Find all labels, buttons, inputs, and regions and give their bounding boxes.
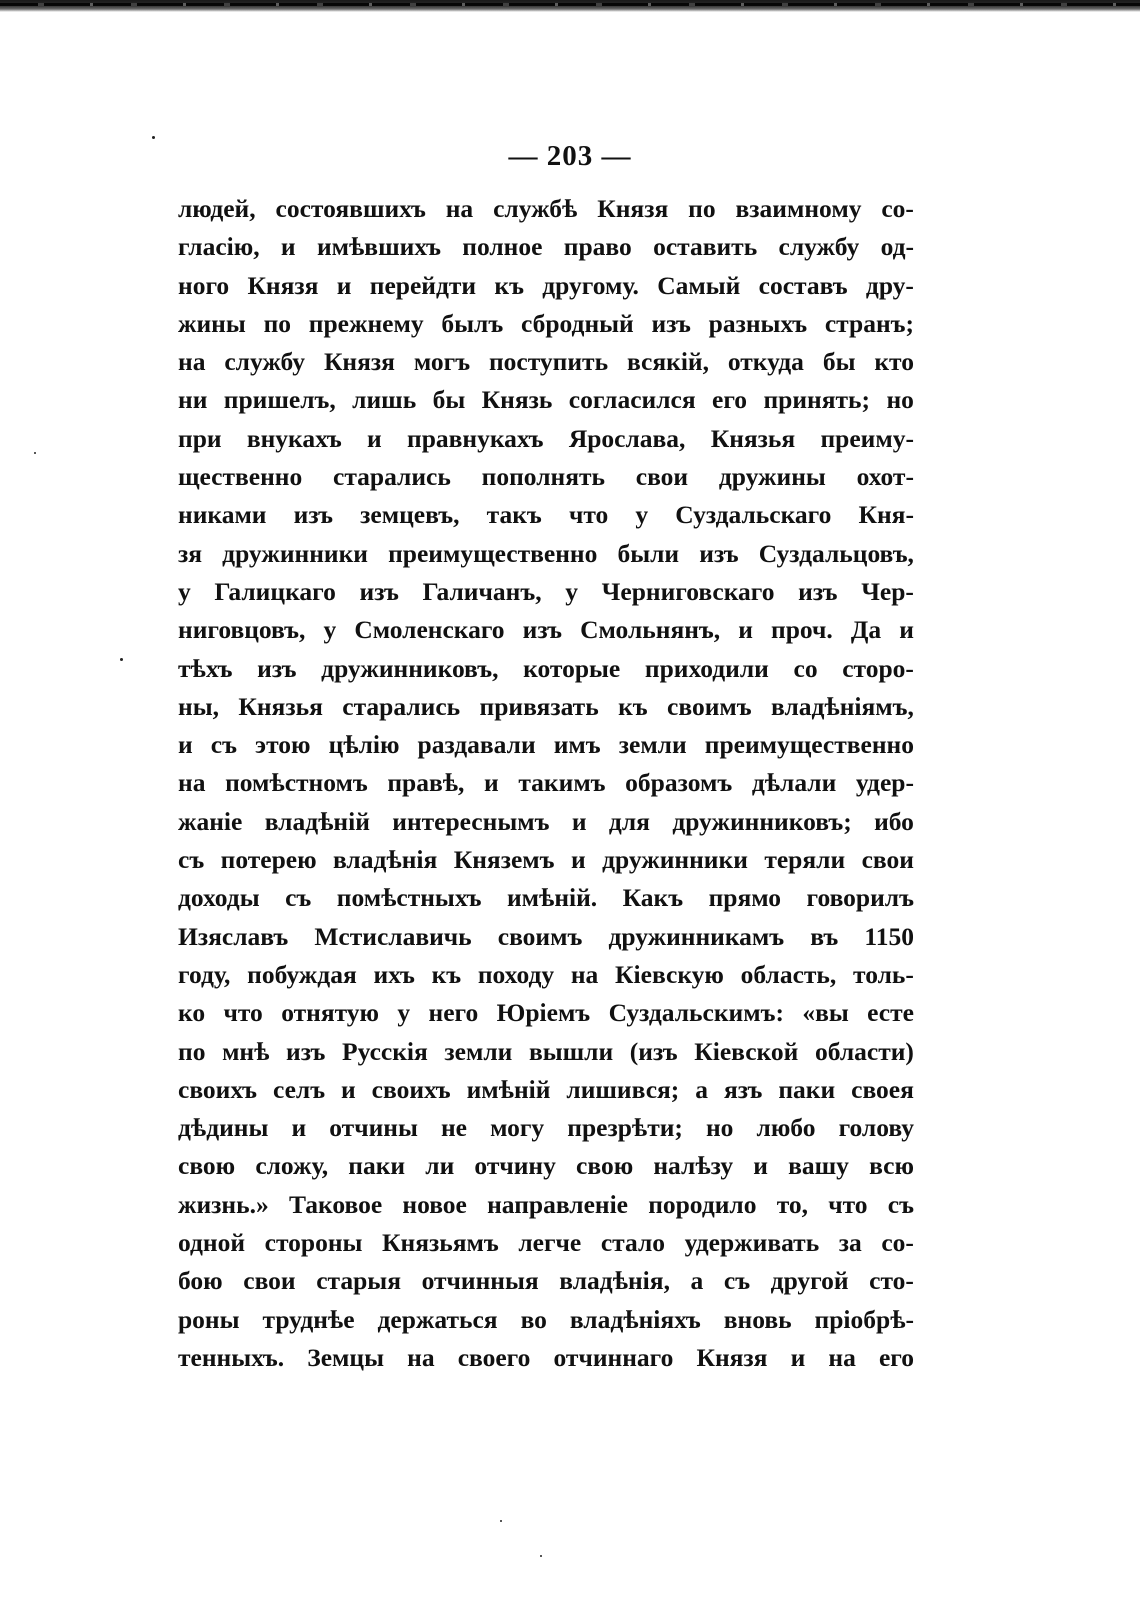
word: службу: [778, 232, 860, 262]
word: году,: [178, 959, 231, 989]
word: пополнять: [481, 462, 605, 492]
text-line: [178, 267, 914, 305]
word: тѣхъ: [178, 653, 233, 683]
text-line: [178, 535, 914, 573]
word: что: [568, 500, 609, 530]
word: не: [440, 1113, 467, 1143]
word: отчинныя: [421, 1266, 539, 1296]
word: къ: [494, 270, 524, 300]
word: стороны: [264, 1228, 363, 1258]
word: ни: [178, 385, 208, 415]
text-line: [178, 841, 914, 879]
word: и: [336, 270, 352, 300]
word: своимъ: [497, 921, 583, 951]
word: Кіевскую: [615, 959, 724, 989]
word: породило: [648, 1189, 757, 1219]
word: правнукахъ: [407, 423, 544, 453]
word: паки: [778, 1074, 836, 1104]
word: всякій,: [626, 347, 709, 377]
word: ны,: [178, 691, 219, 721]
word: у: [178, 576, 191, 606]
word: а: [690, 1266, 704, 1296]
word: старались: [333, 462, 451, 492]
word: земли: [618, 730, 687, 760]
word: ко: [178, 998, 206, 1028]
word: Смоленскаго: [354, 615, 505, 645]
text-line: [178, 573, 914, 611]
word: дружинниковъ,: [321, 653, 499, 683]
word: легче: [518, 1228, 582, 1258]
word: владѣніяхъ: [569, 1304, 701, 1334]
word: преиму-: [820, 423, 914, 453]
word: дружинникамъ: [608, 921, 785, 951]
word: привязать: [479, 691, 599, 721]
word: ихъ: [373, 959, 415, 989]
text-line: [178, 650, 914, 688]
text-line: [178, 994, 914, 1032]
text-line: [178, 1109, 914, 1147]
word: дружинники: [602, 845, 748, 875]
word: жины: [178, 308, 246, 338]
page-number: — 203 —: [508, 140, 632, 172]
word: Галичанъ,: [422, 576, 542, 606]
word: прежнему: [308, 308, 424, 338]
word: старыя: [316, 1266, 401, 1296]
word: налѣзу: [653, 1151, 734, 1181]
word: Суздальцовъ,: [758, 538, 914, 568]
word: новое: [402, 1189, 467, 1219]
word: и: [899, 615, 914, 645]
word: преимущественно: [388, 538, 598, 568]
word: имъ: [553, 730, 601, 760]
word: своихъ: [371, 1074, 451, 1104]
word: на: [178, 768, 206, 798]
word: изъ: [293, 500, 334, 530]
word: любо: [756, 1113, 816, 1143]
word: отчины: [329, 1113, 418, 1143]
word: дѣдины: [178, 1113, 269, 1143]
word: Ярослава,: [568, 423, 686, 453]
word: Князь: [481, 385, 553, 415]
word: у: [397, 998, 411, 1028]
text-line: [178, 458, 914, 496]
word: вашу: [788, 1151, 849, 1181]
word: удер-: [855, 768, 914, 798]
word: дѣлали: [751, 768, 837, 798]
word: другому.: [542, 270, 639, 300]
text-line: [178, 228, 914, 266]
word: ниговцовъ,: [178, 615, 306, 645]
word: никами: [178, 500, 267, 530]
word: Таковое: [288, 1189, 383, 1219]
word: при: [178, 423, 222, 453]
word: паки: [348, 1151, 406, 1181]
word: пришелъ,: [223, 385, 336, 415]
text-line: [178, 1224, 914, 1262]
word: свою: [576, 1151, 634, 1181]
word: къ: [618, 691, 648, 721]
word: и: [738, 615, 753, 645]
word: дружинниковъ;: [672, 806, 852, 836]
scan-speck: [540, 1555, 542, 1557]
text-line: [178, 305, 914, 343]
scan-speck: [34, 452, 36, 454]
word: и: [367, 423, 382, 453]
word: вновь: [723, 1304, 792, 1334]
text-line: [178, 726, 914, 764]
word: сто-: [869, 1266, 914, 1296]
word: пріобрѣ-: [814, 1304, 914, 1334]
word: изъ: [359, 576, 399, 606]
word: этою: [255, 730, 311, 760]
word: согласился: [568, 385, 696, 415]
word: держаться: [377, 1304, 498, 1334]
word: него: [428, 998, 479, 1028]
word: Суздальскаго: [675, 500, 832, 530]
word: Князя: [597, 194, 669, 223]
word: что: [828, 1189, 868, 1219]
word: могъ: [413, 347, 471, 377]
text-line: [178, 381, 914, 419]
word: роны: [178, 1304, 240, 1334]
word: преимущественно: [704, 730, 914, 760]
word: удерживать: [684, 1228, 820, 1258]
word: дружинники: [222, 538, 368, 568]
word: Да: [850, 615, 882, 645]
word: охот-: [856, 462, 914, 492]
word: Княземъ: [453, 845, 555, 875]
word: службѣ: [493, 194, 578, 223]
word: цѣлію: [328, 730, 400, 760]
word: ного: [178, 270, 230, 300]
word: (изъ: [629, 1036, 678, 1066]
word: съ: [887, 1189, 914, 1219]
word: и: [790, 1342, 806, 1372]
text-line: [178, 611, 914, 649]
text-line: [178, 420, 914, 458]
word: и: [484, 768, 499, 798]
word: съ: [178, 845, 205, 875]
word: презрѣти;: [567, 1113, 683, 1143]
word: владѣнія: [333, 845, 438, 875]
word: зя: [178, 538, 203, 568]
word: направленіе: [487, 1189, 628, 1219]
word: интереснымъ: [392, 806, 550, 836]
word: вышли: [528, 1036, 614, 1066]
word: со: [793, 653, 818, 683]
scan-speck: [500, 1520, 502, 1522]
word: изъ: [651, 308, 691, 338]
word: перейдти: [369, 270, 477, 300]
word: на: [570, 959, 599, 989]
word: Смольнянъ,: [580, 615, 721, 645]
word: теряли: [764, 845, 846, 875]
text-line: [178, 1262, 914, 1300]
scan-speck: [120, 658, 123, 661]
word: од-: [880, 232, 914, 262]
word: но: [705, 1113, 734, 1143]
word: свои: [635, 462, 689, 492]
word: владѣнія,: [559, 1266, 670, 1296]
word: въ: [810, 921, 839, 951]
word: и: [341, 1074, 356, 1104]
word: земцевъ,: [360, 500, 460, 530]
word: полное: [462, 232, 543, 262]
word: имѣвшихъ: [316, 232, 441, 262]
word: могу: [490, 1113, 545, 1143]
word: у: [323, 615, 337, 645]
text-line: [178, 956, 914, 994]
word: владѣніямъ,: [771, 691, 914, 721]
word: оставить: [653, 232, 758, 262]
word: стало: [600, 1228, 666, 1258]
word: Князьямъ: [382, 1228, 499, 1258]
word: язъ: [723, 1074, 763, 1104]
word: со-: [881, 1228, 914, 1258]
word: принять;: [763, 385, 871, 415]
word: и: [291, 1113, 307, 1143]
word: помѣстномъ: [225, 768, 368, 798]
word: что: [223, 998, 263, 1028]
word: ли: [425, 1151, 455, 1181]
word: Изяславъ: [178, 921, 289, 951]
word: странъ;: [824, 308, 914, 338]
word: доходы: [178, 883, 260, 913]
word: Земцы: [307, 1342, 385, 1372]
word: бы: [822, 347, 856, 377]
word: по: [178, 1036, 206, 1066]
word: во: [520, 1304, 547, 1334]
word: изъ: [699, 538, 739, 568]
word: и: [178, 730, 193, 760]
word: за: [838, 1228, 862, 1258]
word: Суздальскимъ:: [608, 998, 784, 1028]
word: службу: [224, 347, 306, 377]
word: отчину: [474, 1151, 556, 1181]
word: труднѣе: [262, 1304, 355, 1334]
word: «вы: [802, 998, 849, 1028]
text-line: [178, 879, 914, 917]
text-line: [178, 1033, 914, 1071]
word: Черниговскаго: [601, 576, 775, 606]
word: бою: [178, 1266, 223, 1296]
word: сторо-: [842, 653, 914, 683]
word: у: [565, 576, 578, 606]
scan-top-streak: [0, 3, 1140, 6]
word: ибо: [874, 806, 914, 836]
word: гласію,: [178, 232, 260, 262]
scan-top-edge: [0, 0, 1140, 12]
body-text: [178, 190, 914, 1377]
word: и: [280, 232, 296, 262]
word: внукахъ: [246, 423, 342, 453]
word: его: [712, 385, 748, 415]
word: лишь: [352, 385, 417, 415]
word: на: [445, 194, 474, 223]
word: по: [263, 308, 292, 338]
word: были: [617, 538, 680, 568]
word: Чер-: [861, 576, 914, 606]
word: на: [407, 1342, 435, 1372]
text-line: [178, 1339, 914, 1377]
word: лишився;: [566, 1074, 680, 1104]
word: прямо: [708, 883, 782, 913]
word: земли: [444, 1036, 513, 1066]
word: своея: [851, 1074, 914, 1104]
word: у: [635, 500, 649, 530]
word: поступить: [488, 347, 609, 377]
word: людей,: [178, 194, 256, 223]
word: потерею: [220, 845, 317, 875]
word: 1150: [864, 921, 914, 951]
text-line: [178, 803, 914, 841]
word: раздавали: [417, 730, 536, 760]
text-line: [178, 1301, 914, 1339]
word: образомъ: [625, 768, 733, 798]
word: Какъ: [622, 883, 684, 913]
word: Князя: [247, 270, 319, 300]
word: Юріемъ: [496, 998, 591, 1028]
word: изъ: [257, 653, 297, 683]
word: для: [608, 806, 650, 836]
word: на: [178, 347, 206, 377]
word: приходили: [644, 653, 769, 683]
word: говорилъ: [806, 883, 914, 913]
word: Кіевской: [694, 1036, 799, 1066]
text-line: [178, 688, 914, 726]
word: сбродный: [520, 308, 634, 338]
word: Князья: [710, 423, 796, 453]
word: помѣстныхъ: [336, 883, 482, 913]
text-line: [178, 190, 914, 228]
word: такъ: [486, 500, 542, 530]
word: изъ: [522, 615, 563, 645]
word: на: [828, 1342, 856, 1372]
word: и: [570, 845, 586, 875]
text-line: [178, 343, 914, 381]
word: дружины: [718, 462, 826, 492]
word: разныхъ: [708, 308, 808, 338]
word: его: [878, 1342, 914, 1372]
word: свои: [243, 1266, 296, 1296]
word: съ: [210, 730, 237, 760]
word: но: [886, 385, 914, 415]
word: отчиннаго: [553, 1342, 674, 1372]
word: правѣ,: [387, 768, 465, 798]
word: къ: [431, 959, 462, 989]
text-line: [178, 1071, 914, 1109]
word: Самый: [657, 270, 741, 300]
word: и: [571, 806, 587, 836]
word: селъ: [272, 1074, 326, 1104]
word: кто: [874, 347, 914, 377]
word: есте: [867, 998, 914, 1028]
word: такимъ: [518, 768, 606, 798]
scan-speck: [152, 136, 155, 139]
text-line: [178, 1186, 914, 1224]
word: свои: [861, 845, 914, 875]
word: своимъ: [667, 691, 752, 721]
word: право: [563, 232, 632, 262]
word: всю: [869, 1151, 914, 1181]
word: состоявшихъ: [275, 194, 426, 223]
text-line: [178, 496, 914, 534]
word: съ: [285, 883, 312, 913]
word: дру-: [865, 270, 914, 300]
word: которые: [523, 653, 621, 683]
word: имѣній: [466, 1074, 551, 1104]
word: толь-: [853, 959, 914, 989]
word: голову: [838, 1113, 914, 1143]
word: Мстиславичь: [314, 921, 472, 951]
word: Галицкаго: [214, 576, 336, 606]
word: съ: [723, 1266, 751, 1296]
word: то,: [776, 1189, 809, 1219]
word: Князя: [696, 1342, 768, 1372]
word: проч.: [771, 615, 833, 645]
word: своего: [457, 1342, 531, 1372]
word: походу: [477, 959, 555, 989]
word: побуждая: [247, 959, 357, 989]
word: взаимному: [735, 194, 862, 223]
word: своихъ: [178, 1074, 258, 1104]
word: мнѣ: [222, 1036, 270, 1066]
word: Русскія: [342, 1036, 428, 1066]
word: отнятую: [281, 998, 380, 1028]
word: области): [814, 1036, 914, 1066]
word: и: [753, 1151, 768, 1181]
word: свою: [178, 1151, 236, 1181]
word: былъ: [441, 308, 504, 338]
word: по: [688, 194, 716, 223]
word: составъ: [758, 270, 848, 300]
word: Князя: [323, 347, 395, 377]
word: откуда: [727, 347, 804, 377]
word: жизнь.»: [178, 1189, 269, 1219]
word: Кня-: [858, 500, 914, 530]
word: владѣній: [264, 806, 370, 836]
word: жаніе: [178, 806, 243, 836]
word: имѣній.: [506, 883, 598, 913]
word: а: [695, 1074, 708, 1104]
word: изъ: [286, 1036, 326, 1066]
word: одной: [178, 1228, 246, 1258]
word: сложу,: [255, 1151, 329, 1181]
word: Князья: [238, 691, 323, 721]
word: тенныхъ.: [178, 1342, 285, 1372]
word: щественно: [178, 462, 303, 492]
text-line: [178, 764, 914, 802]
word: другой: [770, 1266, 849, 1296]
text-line: [178, 1147, 914, 1185]
word: бы: [432, 385, 466, 415]
word: изъ: [798, 576, 838, 606]
text-line: [178, 918, 914, 956]
word: со-: [881, 194, 914, 223]
word: старались: [342, 691, 461, 721]
word: область,: [740, 959, 837, 989]
